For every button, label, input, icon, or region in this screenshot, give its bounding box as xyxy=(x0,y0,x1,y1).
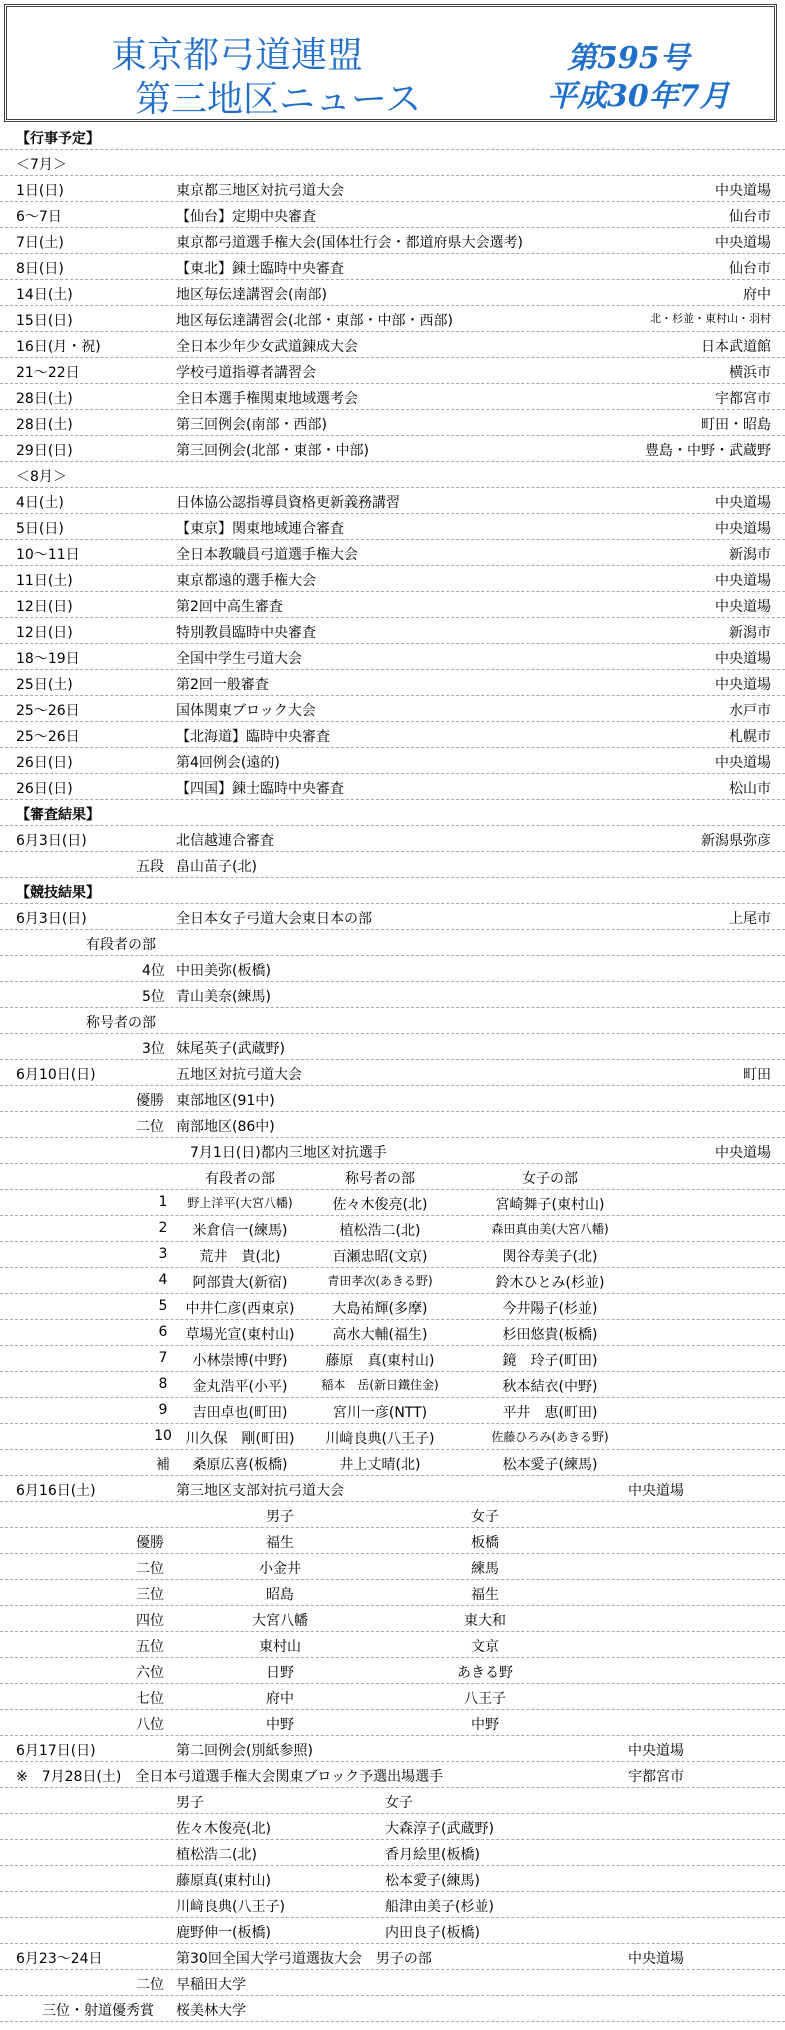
venue-cell: 宇都宮市 xyxy=(628,1769,684,1785)
date-cell: ※ 7月28日(土) 全日本弓道選手権大会関東ブロック予選出場選手 xyxy=(16,1769,444,1785)
venue-cell: 北・杉並・東村山・羽村 xyxy=(650,312,771,325)
rank-label: 3位 xyxy=(142,1041,165,1057)
table-row xyxy=(0,592,785,618)
venue-cell: 新潟市 xyxy=(729,547,771,563)
women-team-cell: 練馬 xyxy=(471,1561,499,1577)
table-row xyxy=(0,1034,785,1060)
table-row xyxy=(0,1996,785,2022)
table-row xyxy=(0,748,785,774)
women-team-cell: 中野 xyxy=(471,1717,499,1733)
table-row xyxy=(0,1944,785,1970)
table-row xyxy=(0,488,785,514)
date-cell: 6月10日(日) xyxy=(16,1067,96,1083)
venue-cell: 町田 xyxy=(743,1067,771,1083)
date-cell: 25日(土) xyxy=(16,677,73,693)
women-player-cell: 内田良子(板橋) xyxy=(385,1925,480,1941)
event-cell: 国体関東ブロック大会 xyxy=(176,703,316,719)
date-cell: 25～26日 xyxy=(16,703,80,719)
number-cell: 7 xyxy=(158,1350,168,1366)
table-row xyxy=(0,1112,785,1138)
table-row xyxy=(0,774,785,800)
men-team-cell: 昭島 xyxy=(266,1587,294,1603)
venue-cell: 上尾市 xyxy=(729,911,771,927)
newsletter-title: 第三地区ニュース xyxy=(135,79,422,120)
title-player-cell: 宮川一彦(NTT) xyxy=(332,1405,428,1421)
table-row xyxy=(0,1658,785,1684)
date-cell: 25～26日 xyxy=(16,729,80,745)
venue-cell: 中央道場 xyxy=(715,755,771,771)
women-player-cell: 平井 恵(町田) xyxy=(502,1405,598,1421)
date-cell: 26日(日) xyxy=(16,781,73,797)
women-team-cell: 八王子 xyxy=(464,1691,506,1707)
women-team-cell: 女子 xyxy=(471,1509,499,1525)
date-cell: 【競技結果】 xyxy=(16,885,100,901)
venue-cell: 中央道場 xyxy=(715,183,771,199)
event-cell: 7月1日(日)都内三地区対抗選手 xyxy=(190,1145,387,1161)
name-cell: 南部地区(86中) xyxy=(176,1119,275,1135)
rank-label: 五段 xyxy=(136,859,164,875)
women-player-cell: 大森淳子(武蔵野) xyxy=(385,1821,494,1837)
date-cell: 6月16日(土) xyxy=(16,1483,96,1499)
table-row xyxy=(0,956,785,982)
newsletter-header xyxy=(4,4,777,122)
date-cell: 8日(日) xyxy=(16,261,64,277)
event-cell: 第2回一般審査 xyxy=(176,677,269,693)
event-cell: 東京都弓道選手権大会(国体壮行会・都道府県大会選考) xyxy=(176,235,523,251)
number-cell: 1 xyxy=(158,1194,168,1210)
table-row xyxy=(0,202,785,228)
table-row xyxy=(0,306,785,332)
event-cell: 畠山苗子(北) xyxy=(176,859,257,875)
women-team-cell: 東大和 xyxy=(464,1613,506,1629)
table-row xyxy=(0,358,785,384)
venue-cell: 中央道場 xyxy=(628,1743,684,1759)
category-label: 称号者の部 xyxy=(86,1015,156,1031)
table-row xyxy=(0,1346,785,1372)
number-cell: 6 xyxy=(158,1324,168,1340)
rank-label: 優勝 xyxy=(136,1535,164,1551)
women-player-cell: 女子 xyxy=(385,1795,413,1811)
table-row xyxy=(0,540,785,566)
rank-label: 5位 xyxy=(142,989,165,1005)
event-cell: 第4回例会(遠的) xyxy=(176,755,280,771)
event-cell: 第三地区支部対抗弓道大会 xyxy=(176,1483,344,1499)
name-cell: 中田美弥(板橋) xyxy=(176,963,271,979)
name-cell: 桜美林大学 xyxy=(176,2003,246,2019)
venue-cell: 町田・昭島 xyxy=(701,417,771,433)
date-cell: 7日(土) xyxy=(16,235,64,251)
table-row xyxy=(0,1086,785,1112)
event-cell: 【東北】錬士臨時中央審査 xyxy=(176,261,344,277)
table-row xyxy=(0,1476,785,1502)
venue-cell: 府中 xyxy=(743,287,771,303)
women-player-cell: 香月絵里(板橋) xyxy=(385,1847,480,1863)
table-row xyxy=(0,1138,785,1164)
date-cell: 6～7日 xyxy=(16,209,62,225)
table-row xyxy=(0,228,785,254)
men-player-cell: 植松浩二(北) xyxy=(176,1847,257,1863)
issue-date: 平成30年7月 xyxy=(547,79,730,114)
table-row xyxy=(0,1684,785,1710)
table-row xyxy=(0,1502,785,1528)
event-cell: 第30回全国大学弓道選抜大会 男子の部 xyxy=(176,1951,432,1967)
event-cell: 【四国】錬士臨時中央審査 xyxy=(176,781,344,797)
women-player-cell: 女子の部 xyxy=(522,1171,578,1187)
date-cell: 15日(日) xyxy=(16,313,73,329)
table-row xyxy=(0,1840,785,1866)
table-row xyxy=(0,982,785,1008)
table-row xyxy=(0,1632,785,1658)
venue-cell: 中央道場 xyxy=(715,599,771,615)
event-cell: 全日本女子弓道大会東日本の部 xyxy=(176,911,372,927)
number-cell: 10 xyxy=(154,1428,172,1444)
event-cell: 【北海道】臨時中央審査 xyxy=(176,729,330,745)
date-cell: 12日(日) xyxy=(16,625,73,641)
table-row xyxy=(0,670,785,696)
table-row xyxy=(0,930,785,956)
venue-cell: 中央道場 xyxy=(628,1951,684,1967)
date-cell: 21～22日 xyxy=(16,365,80,381)
date-cell: 28日(土) xyxy=(16,391,73,407)
venue-cell: 中央道場 xyxy=(715,677,771,693)
dan-player-cell: 小林崇博(中野) xyxy=(192,1353,288,1369)
women-team-cell: 文京 xyxy=(471,1639,499,1655)
rank-label: 二位 xyxy=(136,1119,164,1135)
event-cell: 北信越連合審査 xyxy=(176,833,274,849)
date-cell: 5日(日) xyxy=(16,521,64,537)
date-cell: 4日(土) xyxy=(16,495,64,511)
event-cell: 全日本選手権関東地域選考会 xyxy=(176,391,358,407)
men-team-cell: 福生 xyxy=(266,1535,294,1551)
dan-player-cell: 桑原広喜(板橋) xyxy=(192,1457,288,1473)
event-cell: 特別教員臨時中央審査 xyxy=(176,625,316,641)
date-cell: 18～19日 xyxy=(16,651,80,667)
dan-player-cell: 中井仁彦(西東京) xyxy=(185,1301,295,1317)
table-row xyxy=(0,1450,785,1476)
venue-cell: 新潟県弥彦 xyxy=(701,833,771,849)
women-player-cell: 今井陽子(杉並) xyxy=(502,1301,598,1317)
event-cell: 第三回例会(南部・西部) xyxy=(176,417,327,433)
women-player-cell: 秋本結衣(中野) xyxy=(502,1379,598,1395)
rank-label: 二位 xyxy=(136,1977,164,1993)
number-cell: 補 xyxy=(156,1457,170,1473)
title-player-cell: 大島祐輝(多摩) xyxy=(332,1301,428,1317)
number-cell: 2 xyxy=(158,1220,168,1236)
rank-label: 二位 xyxy=(136,1561,164,1577)
venue-cell: 札幌市 xyxy=(729,729,771,745)
federation-title: 東京都弓道連盟 xyxy=(111,35,364,76)
date-cell: 1日(日) xyxy=(16,183,64,199)
date-cell: ＜8月＞ xyxy=(16,469,67,485)
table-row xyxy=(0,1372,785,1398)
title-player-cell: 称号者の部 xyxy=(345,1171,415,1187)
table-row xyxy=(0,696,785,722)
venue-cell: 日本武道館 xyxy=(701,339,771,355)
issue-number: 第595号 xyxy=(567,41,690,76)
title-player-cell: 佐々木俊亮(北) xyxy=(332,1197,428,1213)
men-team-cell: 東村山 xyxy=(259,1639,301,1655)
table-row xyxy=(0,384,785,410)
date-cell: 【審査結果】 xyxy=(16,807,100,823)
name-cell: 青山美奈(練馬) xyxy=(176,989,271,1005)
venue-cell: 中央道場 xyxy=(715,573,771,589)
event-cell: 【東京】関東地域連合審査 xyxy=(176,521,344,537)
event-cell: 日体協公認指導員資格更新義務講習 xyxy=(176,495,400,511)
table-row xyxy=(0,1580,785,1606)
date-cell: 6月3日(日) xyxy=(16,911,87,927)
name-cell: 妹尾英子(武蔵野) xyxy=(176,1041,285,1057)
table-row xyxy=(0,1424,785,1450)
title-player-cell: 百瀬忠昭(文京) xyxy=(332,1249,428,1265)
section-heading xyxy=(0,800,785,826)
event-cell: 【仙台】定期中央審査 xyxy=(176,209,316,225)
table-row xyxy=(0,436,785,462)
table-row xyxy=(0,514,785,540)
rank-label: 八位 xyxy=(136,1717,164,1733)
venue-cell: 宇都宮市 xyxy=(715,391,771,407)
venue-cell: 中央道場 xyxy=(628,1483,684,1499)
table-row xyxy=(0,1554,785,1580)
rank-label: 六位 xyxy=(136,1665,164,1681)
venue-cell: 仙台市 xyxy=(729,209,771,225)
date-cell: 6月17日(日) xyxy=(16,1743,96,1759)
venue-cell: 松山市 xyxy=(729,781,771,797)
dan-player-cell: 阿部貴大(新宿) xyxy=(192,1275,288,1291)
table-row xyxy=(0,1242,785,1268)
table-row xyxy=(0,722,785,748)
table-row xyxy=(0,280,785,306)
men-team-cell: 小金井 xyxy=(259,1561,301,1577)
title-player-cell: 藤原 真(東村山) xyxy=(325,1353,435,1369)
table-row xyxy=(0,1398,785,1424)
table-row xyxy=(0,150,785,176)
table-row xyxy=(0,904,785,930)
table-row xyxy=(0,1606,785,1632)
venue-cell: 中央道場 xyxy=(715,495,771,511)
title-player-cell: 植松浩二(北) xyxy=(339,1223,421,1239)
event-cell: 東京都遠的選手権大会 xyxy=(176,573,316,589)
date-cell: 28日(土) xyxy=(16,417,73,433)
table-row xyxy=(0,410,785,436)
event-cell: 全日本少年少女武道錬成大会 xyxy=(176,339,358,355)
rank-label: 三位・射道優秀賞 xyxy=(42,2003,154,2019)
dan-player-cell: 草場光宣(東村山) xyxy=(185,1327,295,1343)
rank-label: 三位 xyxy=(136,1587,164,1603)
women-player-cell: 佐藤ひろみ(あきる野) xyxy=(491,1430,609,1444)
table-row xyxy=(0,1892,785,1918)
table-row xyxy=(0,1918,785,1944)
women-player-cell: 杉田悠貴(板橋) xyxy=(502,1327,598,1343)
table-row xyxy=(0,1970,785,1996)
table-row xyxy=(0,1008,785,1034)
event-cell: 五地区対抗弓道大会 xyxy=(176,1067,302,1083)
venue-cell: 豊島・中野・武蔵野 xyxy=(645,443,771,459)
event-cell: 全日本教職員弓道選手権大会 xyxy=(176,547,358,563)
table-row xyxy=(0,1814,785,1840)
venue-cell: 中央道場 xyxy=(715,235,771,251)
table-row xyxy=(0,332,785,358)
event-cell: 全国中学生弓道大会 xyxy=(176,651,302,667)
event-cell: 東京都三地区対抗弓道大会 xyxy=(176,183,344,199)
table-row xyxy=(0,826,785,852)
number-cell: 4 xyxy=(158,1272,168,1288)
women-player-cell: 松本愛子(練馬) xyxy=(502,1457,598,1473)
title-player-cell: 川﨑良典(八王子) xyxy=(325,1431,435,1447)
women-player-cell: 森田真由美(大宮八幡) xyxy=(491,1222,609,1236)
table-row xyxy=(0,1268,785,1294)
table-row xyxy=(0,1320,785,1346)
dan-player-cell: 金丸浩平(小平) xyxy=(192,1379,288,1395)
event-cell: 第二回例会(別紙参照) xyxy=(176,1743,313,1759)
newsletter-body xyxy=(0,124,785,2022)
table-row xyxy=(0,1866,785,1892)
rank-label: 4位 xyxy=(142,963,165,979)
number-cell: 9 xyxy=(158,1402,168,1418)
table-row xyxy=(0,644,785,670)
dan-player-cell: 有段者の部 xyxy=(205,1171,275,1187)
dan-player-cell: 米倉信一(練馬) xyxy=(192,1223,288,1239)
rank-label: 優勝 xyxy=(136,1093,164,1109)
date-cell: 【行事予定】 xyxy=(16,131,100,147)
women-player-cell: 松本愛子(練馬) xyxy=(385,1873,480,1889)
women-player-cell: 鏡 玲子(町田) xyxy=(502,1353,598,1369)
category-label: 有段者の部 xyxy=(86,937,156,953)
table-row xyxy=(0,1736,785,1762)
table-row xyxy=(0,1762,785,1788)
men-team-cell: 中野 xyxy=(266,1717,294,1733)
section-heading xyxy=(0,878,785,904)
date-cell: 12日(日) xyxy=(16,599,73,615)
rank-label: 七位 xyxy=(136,1691,164,1707)
venue-cell: 中央道場 xyxy=(715,1145,771,1161)
venue-cell: 仙台市 xyxy=(729,261,771,277)
men-player-cell: 川﨑良典(八王子) xyxy=(176,1899,285,1915)
dan-player-cell: 川久保 剛(町田) xyxy=(185,1431,295,1447)
table-row xyxy=(0,1216,785,1242)
name-cell: 早稲田大学 xyxy=(176,1977,246,1993)
rank-label: 五位 xyxy=(136,1639,164,1655)
venue-cell: 新潟市 xyxy=(729,625,771,641)
number-cell: 8 xyxy=(158,1376,168,1392)
table-row xyxy=(0,1164,785,1190)
date-cell: 26日(日) xyxy=(16,755,73,771)
date-cell: 6月23～24日 xyxy=(16,1951,103,1967)
men-team-cell: 府中 xyxy=(266,1691,294,1707)
date-cell: ＜7月＞ xyxy=(16,157,67,173)
table-row xyxy=(0,852,785,878)
title-player-cell: 青田孝次(あきる野) xyxy=(327,1274,433,1288)
men-player-cell: 藤原真(東村山) xyxy=(176,1873,271,1889)
date-cell: 16日(月・祝) xyxy=(16,339,101,355)
date-cell: 11日(土) xyxy=(16,573,73,589)
men-player-cell: 男子 xyxy=(176,1795,204,1811)
women-player-cell: 船津由美子(杉並) xyxy=(385,1899,494,1915)
section-heading xyxy=(0,124,785,150)
venue-cell: 中央道場 xyxy=(715,521,771,537)
table-row xyxy=(0,1788,785,1814)
date-cell: 29日(日) xyxy=(16,443,73,459)
men-player-cell: 鹿野伸一(板橋) xyxy=(176,1925,271,1941)
event-cell: 第三回例会(北部・東部・中部) xyxy=(176,443,369,459)
women-team-cell: 福生 xyxy=(471,1587,499,1603)
women-player-cell: 鈴木ひとみ(杉並) xyxy=(495,1275,605,1291)
date-cell: 10～11日 xyxy=(16,547,80,563)
name-cell: 東部地区(91中) xyxy=(176,1093,275,1109)
women-team-cell: 板橋 xyxy=(471,1535,499,1551)
event-cell: 地区毎伝達講習会(南部) xyxy=(176,287,327,303)
dan-player-cell: 野上洋平(大宮八幡) xyxy=(187,1196,293,1210)
number-cell: 3 xyxy=(158,1246,168,1262)
men-team-cell: 男子 xyxy=(266,1509,294,1525)
table-row xyxy=(0,1190,785,1216)
event-cell: 学校弓道指導者講習会 xyxy=(176,365,316,381)
venue-cell: 水戸市 xyxy=(729,703,771,719)
table-row xyxy=(0,1294,785,1320)
rank-label: 四位 xyxy=(136,1613,164,1629)
men-team-cell: 大宮八幡 xyxy=(252,1613,308,1629)
men-player-cell: 佐々木俊亮(北) xyxy=(176,1821,271,1837)
men-team-cell: 日野 xyxy=(266,1665,294,1681)
dan-player-cell: 吉田卓也(町田) xyxy=(192,1405,288,1421)
title-player-cell: 稲本 岳(新日鐵住金) xyxy=(321,1378,439,1392)
date-cell: 14日(土) xyxy=(16,287,73,303)
date-cell: 6月3日(日) xyxy=(16,833,87,849)
table-row xyxy=(0,254,785,280)
venue-cell: 中央道場 xyxy=(715,651,771,667)
number-cell: 5 xyxy=(158,1298,168,1314)
table-row xyxy=(0,1060,785,1086)
venue-cell: 横浜市 xyxy=(729,365,771,381)
table-row xyxy=(0,1528,785,1554)
table-row xyxy=(0,618,785,644)
table-row xyxy=(0,176,785,202)
title-player-cell: 高水大輔(福生) xyxy=(332,1327,428,1343)
event-cell: 第2回中高生審査 xyxy=(176,599,283,615)
dan-player-cell: 荒井 貴(北) xyxy=(199,1249,281,1265)
women-team-cell: あきる野 xyxy=(457,1665,513,1681)
event-cell: 地区毎伝達講習会(北部・東部・中部・西部) xyxy=(176,313,453,329)
women-player-cell: 関谷寿美子(北) xyxy=(502,1249,598,1265)
title-player-cell: 井上丈晴(北) xyxy=(339,1457,421,1473)
table-row xyxy=(0,566,785,592)
table-row xyxy=(0,462,785,488)
table-row xyxy=(0,1710,785,1736)
women-player-cell: 宮崎舞子(東村山) xyxy=(495,1197,605,1213)
